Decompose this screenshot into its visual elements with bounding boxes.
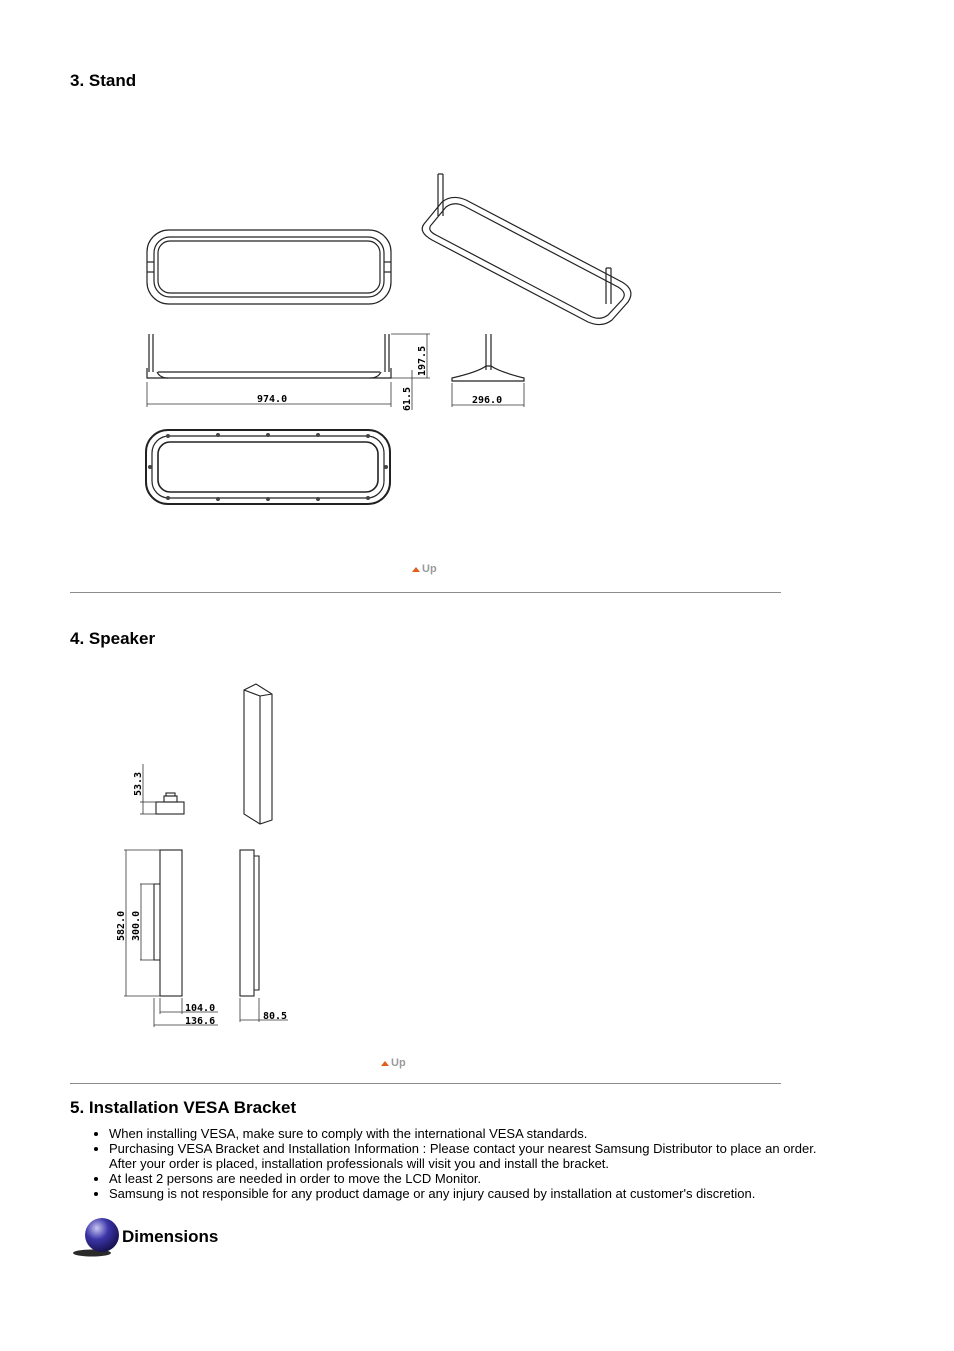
- stand-dim-width: 974.0: [257, 394, 288, 405]
- speaker-dim-width-a: 104.0: [185, 1003, 216, 1014]
- vesa-notes-list: [70, 1126, 819, 1201]
- speaker-dim-width-b: 136.6: [185, 1016, 216, 1027]
- stand-dim-depth: 296.0: [472, 395, 503, 406]
- up-link-speaker[interactable]: [381, 1057, 406, 1069]
- up-link-label: Up: [391, 1057, 406, 1069]
- divider: [70, 1083, 781, 1084]
- section-title-vesa: 5. Installation VESA Bracket: [70, 1098, 297, 1117]
- list-item: • Samsung is not responsible for any product damage or any injury caused by installation at customer's discretion.: [109, 1186, 819, 1201]
- stand-dim-height: 197.5: [417, 345, 428, 376]
- stand-dim-base: 61.5: [402, 386, 413, 411]
- up-link-label: Up: [422, 563, 437, 575]
- list-item: • Purchasing VESA Bracket and Installation Information : Please contact your nearest Samsung Distributor to place an order. After your order is placed, installation professionals will visit you and install the bracket.: [109, 1141, 819, 1171]
- list-item: • When installing VESA, make sure to comply with the international VESA standards.: [109, 1126, 819, 1141]
- section-title-speaker: 4. Speaker: [70, 629, 156, 648]
- dimensions-label: Dimensions: [122, 1227, 219, 1246]
- up-arrow-icon: [381, 1061, 389, 1066]
- sphere-bullet-icon: [72, 1216, 120, 1258]
- speaker-dim-top: 53.3: [133, 771, 144, 796]
- speaker-dim-depth: 80.5: [263, 1011, 288, 1022]
- dimensions-heading[interactable]: [72, 1216, 218, 1258]
- list-item: • At least 2 persons are needed in order to move the LCD Monitor.: [109, 1171, 819, 1186]
- speaker-dim-height: 582.0: [116, 910, 127, 941]
- section-title-stand: 3. Stand: [70, 71, 137, 90]
- speaker-dim-inner: 300.0: [131, 910, 142, 941]
